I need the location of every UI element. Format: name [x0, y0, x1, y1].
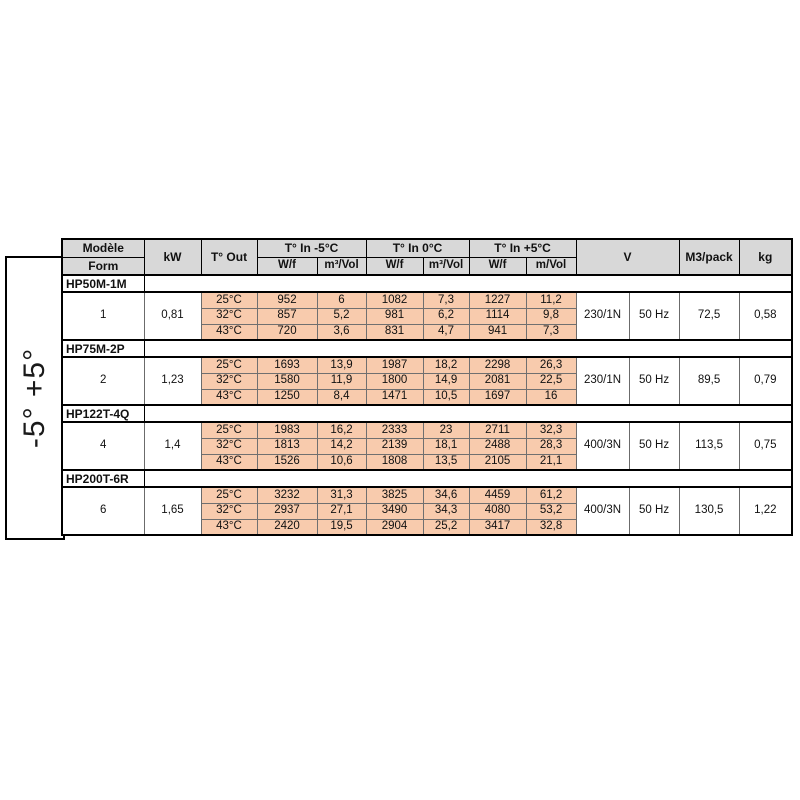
kg-value: 0,58: [739, 292, 792, 340]
freq-value: 50 Hz: [629, 422, 679, 470]
vol-plus5-value: 26,3: [526, 357, 576, 373]
t-out-cell: 32°C: [201, 373, 257, 389]
kw-value: 1,4: [144, 422, 201, 470]
vol-minus5-value: 14,2: [317, 438, 366, 454]
vol-0-value: 18,1: [423, 438, 469, 454]
vol-plus5-value: 32,8: [526, 519, 576, 535]
voltage-value: 230/1N: [576, 357, 629, 405]
model-row-filler: [144, 405, 792, 422]
wf-plus5-value: 1114: [469, 308, 526, 324]
m3pack-value: 130,5: [679, 487, 739, 535]
spec-table: [61, 238, 793, 536]
header-t-in-minus5: T° In -5°C: [257, 239, 366, 257]
header-kw: kW: [144, 239, 201, 275]
model-row-filler: [144, 470, 792, 487]
wf-minus5-value: 952: [257, 292, 317, 308]
wf-0-value: 2904: [366, 519, 423, 535]
vol-minus5-value: 31,3: [317, 487, 366, 503]
t-out-cell: 25°C: [201, 292, 257, 308]
header-wf-0: W/f: [366, 257, 423, 275]
wf-plus5-value: 2488: [469, 438, 526, 454]
t-out-cell: 25°C: [201, 422, 257, 438]
wf-minus5-value: 1813: [257, 438, 317, 454]
vol-minus5-value: 13,9: [317, 357, 366, 373]
vol-0-value: 6,2: [423, 308, 469, 324]
t-out-cell: 32°C: [201, 308, 257, 324]
vol-minus5-value: 27,1: [317, 503, 366, 519]
t-out-cell: 32°C: [201, 438, 257, 454]
form-number: 6: [62, 487, 144, 535]
temperature-range-box: [5, 256, 65, 540]
model-row: [62, 340, 792, 357]
voltage-value: 230/1N: [576, 292, 629, 340]
wf-0-value: 831: [366, 324, 423, 340]
wf-plus5-value: 1697: [469, 389, 526, 405]
vol-0-value: 34,3: [423, 503, 469, 519]
m3pack-value: 89,5: [679, 357, 739, 405]
header-modele: Modèle: [62, 239, 144, 257]
form-number: 1: [62, 292, 144, 340]
header-wf-minus5: W/f: [257, 257, 317, 275]
wf-minus5-value: 3232: [257, 487, 317, 503]
t-out-cell: 25°C: [201, 357, 257, 373]
wf-plus5-value: 2105: [469, 454, 526, 470]
vol-plus5-value: 28,3: [526, 438, 576, 454]
header-m3vol-0: m³/Vol: [423, 257, 469, 275]
vol-plus5-value: 22,5: [526, 373, 576, 389]
table-header: [62, 239, 792, 275]
model-row-filler: [144, 275, 792, 292]
wf-0-value: 3825: [366, 487, 423, 503]
vol-minus5-value: 6: [317, 292, 366, 308]
vol-plus5-value: 16: [526, 389, 576, 405]
kg-value: 0,79: [739, 357, 792, 405]
data-row: [62, 292, 792, 308]
vol-0-value: 10,5: [423, 389, 469, 405]
wf-minus5-value: 720: [257, 324, 317, 340]
vol-minus5-value: 10,6: [317, 454, 366, 470]
vol-plus5-value: 7,3: [526, 324, 576, 340]
freq-value: 50 Hz: [629, 487, 679, 535]
vol-0-value: 4,7: [423, 324, 469, 340]
wf-plus5-value: 1227: [469, 292, 526, 308]
freq-value: 50 Hz: [629, 357, 679, 405]
form-number: 4: [62, 422, 144, 470]
m3pack-value: 72,5: [679, 292, 739, 340]
voltage-value: 400/3N: [576, 487, 629, 535]
wf-0-value: 2139: [366, 438, 423, 454]
vol-0-value: 34,6: [423, 487, 469, 503]
kg-value: 1,22: [739, 487, 792, 535]
model-name: HP122T-4Q: [62, 405, 144, 422]
m3pack-value: 113,5: [679, 422, 739, 470]
wf-0-value: 2333: [366, 422, 423, 438]
wf-plus5-value: 2081: [469, 373, 526, 389]
t-out-cell: 25°C: [201, 487, 257, 503]
header-wf-plus5: W/f: [469, 257, 526, 275]
wf-minus5-value: 1250: [257, 389, 317, 405]
vol-minus5-value: 3,6: [317, 324, 366, 340]
vol-0-value: 13,5: [423, 454, 469, 470]
wf-minus5-value: 2420: [257, 519, 317, 535]
wf-minus5-value: 2937: [257, 503, 317, 519]
wf-minus5-value: 1526: [257, 454, 317, 470]
kg-value: 0,75: [739, 422, 792, 470]
wf-plus5-value: 941: [469, 324, 526, 340]
temperature-range-label: -5° +5°: [18, 347, 51, 449]
model-row-filler: [144, 340, 792, 357]
header-mvol-plus5: m/Vol: [526, 257, 576, 275]
header-m3vol-minus5: m³/Vol: [317, 257, 366, 275]
t-out-cell: 43°C: [201, 454, 257, 470]
kw-value: 1,23: [144, 357, 201, 405]
vol-plus5-value: 32,3: [526, 422, 576, 438]
wf-0-value: 1800: [366, 373, 423, 389]
vol-0-value: 18,2: [423, 357, 469, 373]
vol-plus5-value: 21,1: [526, 454, 576, 470]
vol-0-value: 23: [423, 422, 469, 438]
wf-plus5-value: 4459: [469, 487, 526, 503]
wf-0-value: 3490: [366, 503, 423, 519]
wf-0-value: 981: [366, 308, 423, 324]
model-name: HP75M-2P: [62, 340, 144, 357]
header-t-out: T° Out: [201, 239, 257, 275]
vol-0-value: 14,9: [423, 373, 469, 389]
header-voltage: V: [576, 239, 679, 275]
header-t-in-0: T° In 0°C: [366, 239, 469, 257]
data-row: [62, 422, 792, 438]
wf-plus5-value: 3417: [469, 519, 526, 535]
header-form: Form: [62, 257, 144, 275]
model-name: HP200T-6R: [62, 470, 144, 487]
wf-plus5-value: 2298: [469, 357, 526, 373]
wf-plus5-value: 2711: [469, 422, 526, 438]
wf-0-value: 1082: [366, 292, 423, 308]
vol-0-value: 25,2: [423, 519, 469, 535]
t-out-cell: 43°C: [201, 389, 257, 405]
form-number: 2: [62, 357, 144, 405]
kw-value: 0,81: [144, 292, 201, 340]
wf-minus5-value: 857: [257, 308, 317, 324]
wf-0-value: 1808: [366, 454, 423, 470]
t-out-cell: 43°C: [201, 324, 257, 340]
vol-plus5-value: 53,2: [526, 503, 576, 519]
wf-minus5-value: 1580: [257, 373, 317, 389]
vol-0-value: 7,3: [423, 292, 469, 308]
freq-value: 50 Hz: [629, 292, 679, 340]
wf-minus5-value: 1983: [257, 422, 317, 438]
voltage-value: 400/3N: [576, 422, 629, 470]
vol-plus5-value: 9,8: [526, 308, 576, 324]
model-name: HP50M-1M: [62, 275, 144, 292]
header-kg: kg: [739, 239, 792, 275]
wf-minus5-value: 1693: [257, 357, 317, 373]
wf-0-value: 1987: [366, 357, 423, 373]
vol-minus5-value: 16,2: [317, 422, 366, 438]
wf-0-value: 1471: [366, 389, 423, 405]
vol-minus5-value: 8,4: [317, 389, 366, 405]
vol-minus5-value: 5,2: [317, 308, 366, 324]
data-row: [62, 487, 792, 503]
header-m3pack: M3/pack: [679, 239, 739, 275]
model-row: [62, 470, 792, 487]
vol-plus5-value: 11,2: [526, 292, 576, 308]
vol-minus5-value: 11,9: [317, 373, 366, 389]
kw-value: 1,65: [144, 487, 201, 535]
model-row: [62, 275, 792, 292]
t-out-cell: 43°C: [201, 519, 257, 535]
t-out-cell: 32°C: [201, 503, 257, 519]
wf-plus5-value: 4080: [469, 503, 526, 519]
vol-plus5-value: 61,2: [526, 487, 576, 503]
data-row: [62, 357, 792, 373]
model-row: [62, 405, 792, 422]
header-t-in-plus5: T° In +5°C: [469, 239, 576, 257]
vol-minus5-value: 19,5: [317, 519, 366, 535]
